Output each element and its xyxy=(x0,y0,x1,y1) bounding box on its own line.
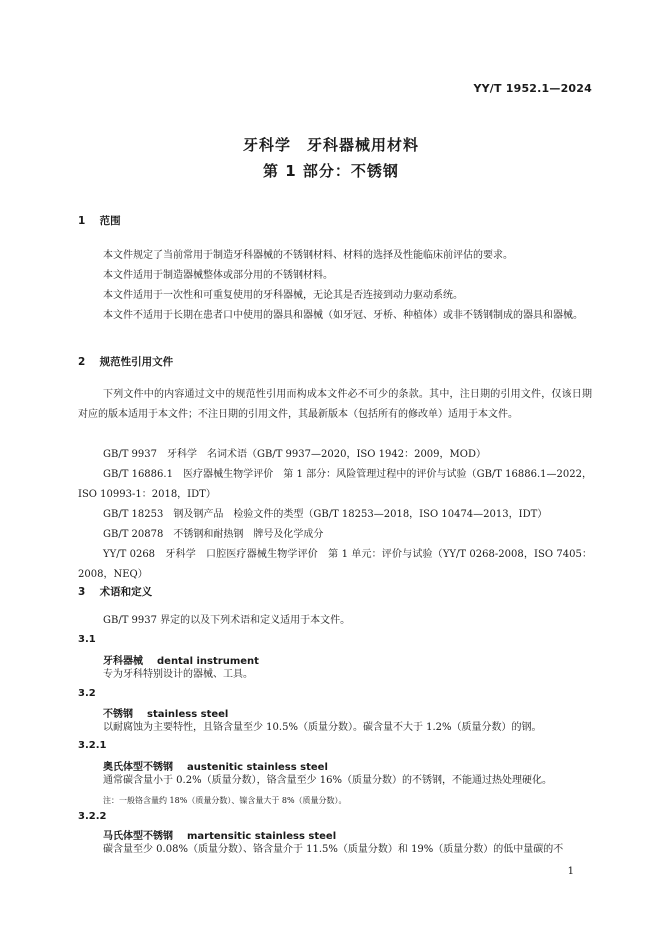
term-definition: 通常碳含量小于 0.2%（质量分数），铬含量至少 16%（质量分数）的不锈钢，不能通过热处理硬化。 xyxy=(103,775,552,786)
section-heading-terms xyxy=(78,584,152,599)
document-subtitle: 第 1 部分：不锈钢 xyxy=(263,162,399,180)
section-title: 范围 xyxy=(99,215,121,227)
document-title: 牙科学 牙科器械用材料 xyxy=(242,136,419,154)
references-intro: 下列文件中的内容通过文中的规范性引用而构成本文件必不可少的条款。其中，注日期的引用文件，仅该日期对应的版本适用于本文件；不注日期的引用文件，其最新版本（包括所有的修改单）适用于本文件。 xyxy=(78,389,592,420)
term-definition: 碳含量至少 0.08%（质量分数）、铬含量介于 11.5%（质量分数）和 19%（质量分数）的低中量碳的不 xyxy=(103,844,564,855)
term-number: 3.2.2 xyxy=(78,811,107,822)
term-en: austenitic stainless steel xyxy=(187,762,328,773)
terms-intro: GB/T 9937 界定的以及下列术语和定义适用于本文件。 xyxy=(103,615,351,626)
reference-item: GB/T 16886.1 医疗器械生物学评价 第 1 部分：风险管理过程中的评价与试验（GB/T 16886.1—2022，ISO 10993-1：2018，IDT） xyxy=(78,469,592,500)
term-note: 注：一般铬含量约 18%（质量分数）、镍含量大于 8%（质量分数）。 xyxy=(103,796,347,805)
term-zh: 奥氏体型不锈钢 xyxy=(103,762,173,773)
term-number: 3.1 xyxy=(78,634,96,645)
reference-item: YY/T 0268 牙科学 口腔医疗器械生物学评价 第 1 单元：评价与试验（YY/T 0268-2008，ISO 7405：2008，NEQ） xyxy=(78,549,592,580)
scope-paragraph: 本文件适用于制造器械整体或部分用的不锈钢材料。 xyxy=(103,270,333,281)
section-number: 2 xyxy=(78,356,86,368)
section-title: 规范性引用文件 xyxy=(99,356,174,368)
section-title: 术语和定义 xyxy=(99,586,153,598)
term-definition: 以耐腐蚀为主要特性，且铬含量至少 10.5%（质量分数）。碳含量不大于 1.2%（质量分数）的钢。 xyxy=(103,722,542,733)
reference-item: GB/T 9937 牙科学 名词术语（GB/T 9937—2020，ISO 1942：2009，MOD） xyxy=(103,449,486,460)
reference-item: GB/T 18253 钢及钢产品 检验文件的类型（GB/T 18253—2018，ISO 10474—2013，IDT） xyxy=(103,509,548,520)
section-number: 3 xyxy=(78,586,86,598)
term-zh: 不锈钢 xyxy=(103,709,133,720)
term-definition: 专为牙科特别设计的器械、工具。 xyxy=(103,669,253,680)
term-en: dental instrument xyxy=(157,656,259,667)
section-number: 1 xyxy=(78,215,86,227)
term-zh: 牙科器械 xyxy=(103,656,143,667)
scope-paragraph: 本文件不适用于长期在患者口中使用的器具和器械（如牙冠、牙桥、种植体）或非不锈钢制成的器具和器械。 xyxy=(103,310,583,321)
section-heading-scope xyxy=(78,213,121,228)
reference-item: GB/T 20878 不锈钢和耐热钢 牌号及化学成分 xyxy=(103,529,324,540)
scope-paragraph: 本文件适用于一次性和可重复使用的牙科器械，无论其是否连接到动力驱动系统。 xyxy=(103,290,463,301)
term-number: 3.2.1 xyxy=(78,740,107,751)
standard-code: YY/T 1952.1—2024 xyxy=(473,82,592,95)
term-en: martensitic stainless steel xyxy=(187,831,337,842)
section-heading-normative-references xyxy=(78,354,173,369)
page-number: 1 xyxy=(567,866,574,877)
term-number: 3.2 xyxy=(78,688,96,699)
term-en: stainless steel xyxy=(147,709,229,720)
scope-paragraph: 本文件规定了当前常用于制造牙科器械的不锈钢材料、材料的选择及性能临床前评估的要求。 xyxy=(103,250,513,261)
term-zh: 马氏体型不锈钢 xyxy=(103,831,173,842)
